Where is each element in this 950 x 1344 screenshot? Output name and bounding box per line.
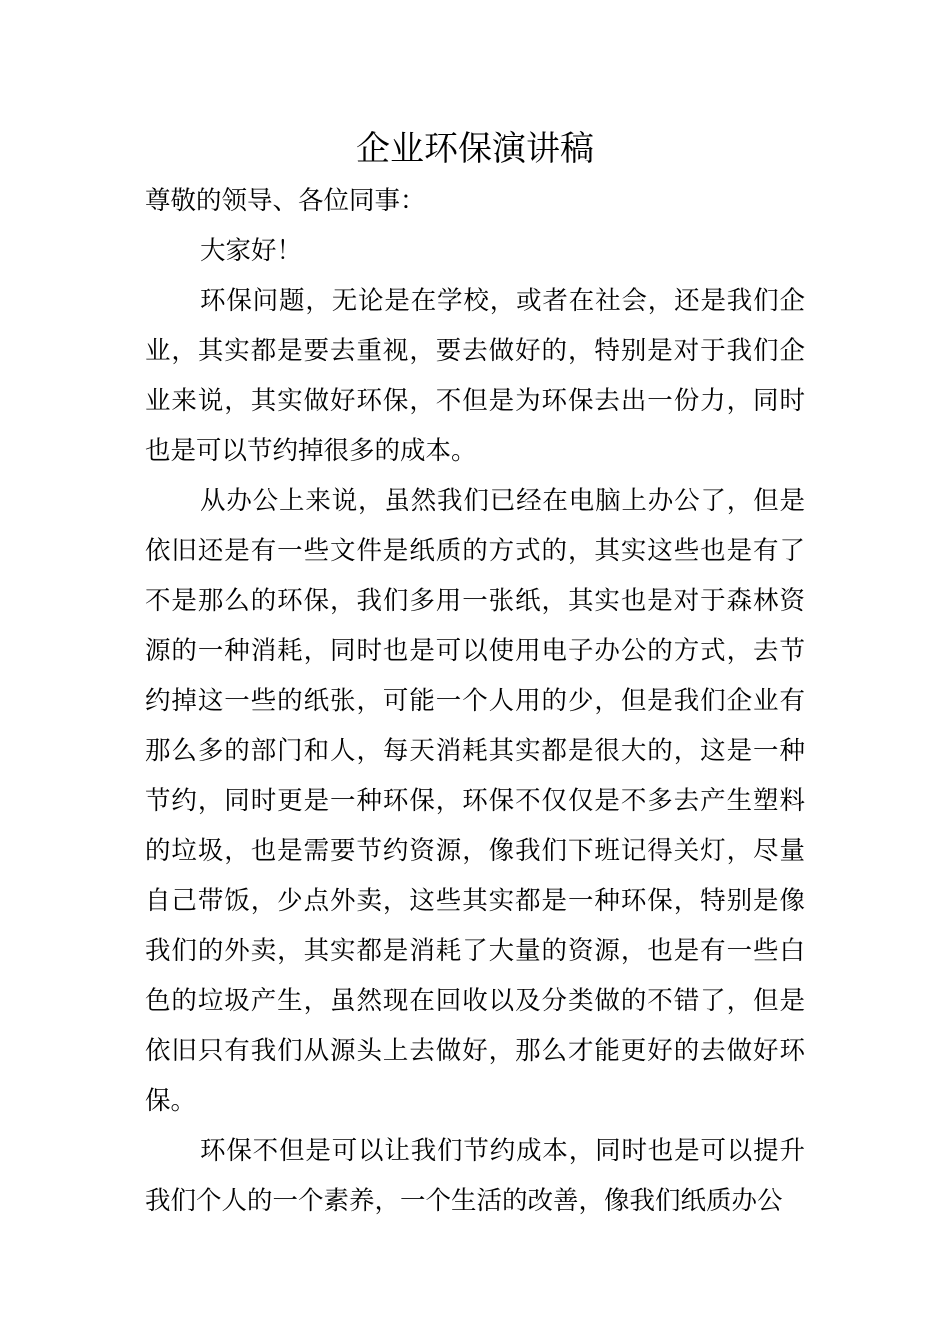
document-title: 企业环保演讲稿	[356, 129, 594, 169]
salutation: 尊敬的领导、各位同事：	[145, 186, 426, 216]
greeting: 大家好！	[200, 236, 303, 266]
paragraph-3: 环保不但是可以让我们节约成本，同时也是可以提升我们个人的一个素养，一个生活的改善，像我们纸质办公	[145, 1136, 805, 1216]
paragraph-2: 从办公上来说，虽然我们已经在电脑上办公了，但是依旧还是有一些文件是纸质的方式的，其实这些也是有了不是那么的环保，我们多用一张纸，其实也是对于森林资源的一种消耗，同时也是可以使用电子办公的方式，去节约掉这一些的纸张，可能一个人用的少，但是我们企业有那么多的部门和人，每天消耗其实都是很大的，这是一种节约，同时更是一种环保，环保不仅仅是不多去产生塑料的垃圾，也是需要节约资源，像我们下班记得关灯，尽量自己带饭，少点外卖，这些其实都是一种环保，特别是像我们的外卖，其实都是消耗了大量的资源，也是有一些白色的垃圾产生，虽然现在回收以及分类做的不错了，但是依旧只有我们从源头上去做好，那么才能更好的去做好环保。	[145, 486, 805, 1116]
paragraph-1: 环保问题，无论是在学校，或者在社会，还是我们企业，其实都是要去重视，要去做好的，特别是对于我们企业来说，其实做好环保，不但是为环保去出一份力，同时也是可以节约掉很多的成本。	[145, 286, 805, 466]
document-body	[145, 176, 805, 1226]
